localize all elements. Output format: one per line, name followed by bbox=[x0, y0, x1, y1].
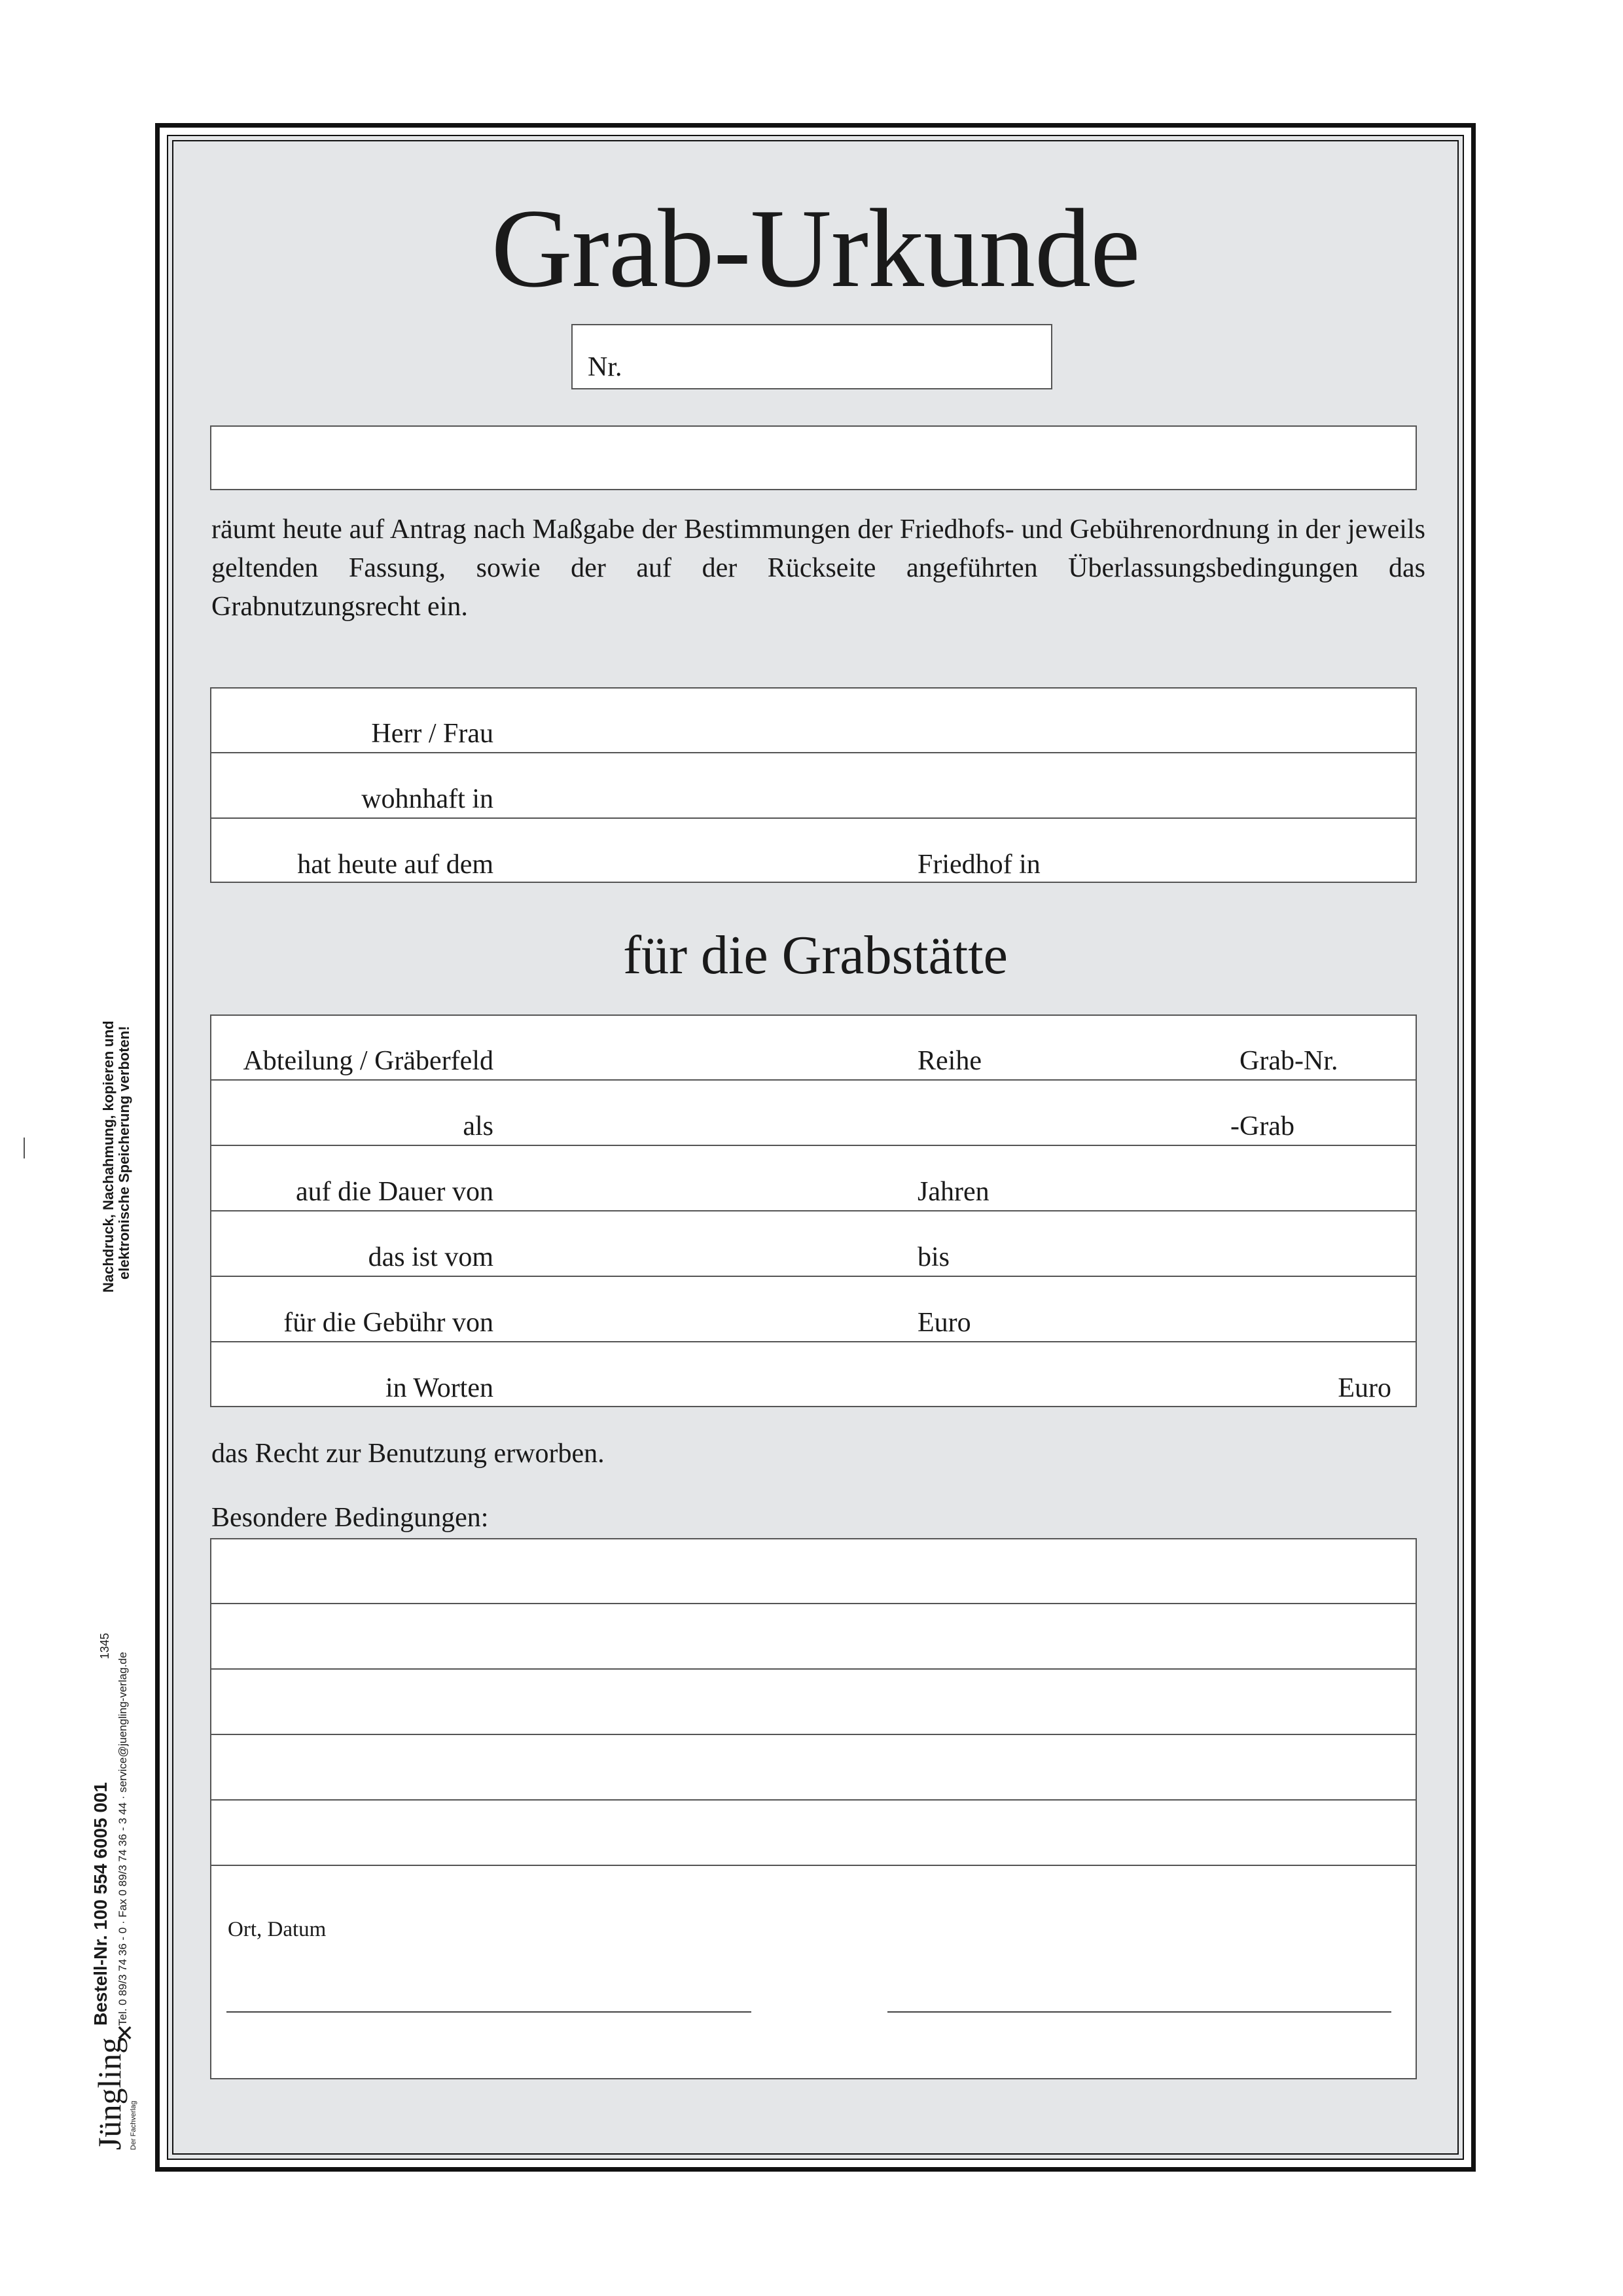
signature-line-place-date[interactable] bbox=[226, 2011, 751, 2013]
label-in-worten: in Worten bbox=[385, 1373, 493, 1403]
label-vom: das ist vom bbox=[368, 1242, 493, 1272]
label-als: als bbox=[463, 1111, 493, 1141]
brand-mark-icon: ✕ bbox=[113, 2023, 138, 2042]
nr-label: Nr. bbox=[588, 352, 622, 382]
brand-tagline: Der Fachverlag bbox=[130, 2100, 137, 2150]
copyright-line1: Nachdruck, Nachahmung, kopieren und bbox=[100, 1020, 116, 1293]
intro-paragraph: räumt heute auf Antrag nach Maßgabe der Bestimmungen der Friedhofs- und Gebührenordnung in der jeweils geltenden Fassung, sowie der auf der Rückseite angeführten Überlassungsbedingungen das Grabnutzungsrecht ein. bbox=[211, 514, 1425, 622]
row-divider bbox=[210, 817, 1417, 819]
row-divider bbox=[210, 1276, 1417, 1277]
copyright-line2: elektronische Speicherung verboten! bbox=[116, 1026, 132, 1280]
conditions-box[interactable] bbox=[210, 1538, 1417, 2079]
label-abteilung: Abteilung / Gräberfeld bbox=[243, 1046, 493, 1076]
signature-line-signature[interactable] bbox=[887, 2011, 1391, 2013]
row-divider bbox=[210, 1668, 1417, 1670]
label-hat-heute: hat heute auf dem bbox=[297, 850, 493, 880]
label-euro-worten: Euro bbox=[1338, 1373, 1391, 1403]
row-divider bbox=[210, 1341, 1417, 1342]
label-euro: Euro bbox=[918, 1308, 971, 1338]
order-number: Bestell-Nr. 100 554 6005 001 bbox=[90, 1782, 111, 2026]
ort-datum-label: Ort, Datum bbox=[228, 1918, 327, 1941]
label-herr-frau: Herr / Frau bbox=[371, 719, 493, 749]
row-divider bbox=[210, 1210, 1417, 1211]
label-dauer: auf die Dauer von bbox=[295, 1177, 493, 1207]
nr-field[interactable] bbox=[571, 324, 1052, 389]
row-divider bbox=[210, 1865, 1417, 1866]
row-divider bbox=[210, 1799, 1417, 1801]
recht-text: das Recht zur Benutzung erworben. bbox=[211, 1439, 605, 1469]
besondere-label: Besondere Bedingungen: bbox=[211, 1503, 489, 1533]
label-jahren: Jahren bbox=[918, 1177, 990, 1207]
issuer-field[interactable] bbox=[210, 425, 1417, 490]
row-divider bbox=[210, 1145, 1417, 1146]
row-divider bbox=[210, 1734, 1417, 1735]
label-grab-nr: Grab-Nr. bbox=[1240, 1046, 1338, 1076]
form-code: 1345 bbox=[98, 1632, 111, 1659]
section-subtitle: für die Grabstätte bbox=[623, 925, 1008, 986]
label-gebuehr: für die Gebühr von bbox=[283, 1308, 493, 1338]
row-divider bbox=[210, 1603, 1417, 1604]
row-divider bbox=[210, 752, 1417, 753]
brand-logo: Jüngling bbox=[91, 2037, 128, 2150]
document-title: Grab-Urkunde bbox=[491, 187, 1140, 311]
label-grab: -Grab bbox=[1230, 1111, 1294, 1141]
row-divider bbox=[210, 1079, 1417, 1081]
label-friedhof: Friedhof in bbox=[918, 850, 1041, 880]
label-wohnhaft: wohnhaft in bbox=[361, 784, 493, 814]
label-bis: bis bbox=[918, 1242, 950, 1272]
margin-tick bbox=[24, 1138, 25, 1158]
contact-info: Tel. 0 89/3 74 36 - 0 · Fax 0 89/3 74 36 - 3 44 · service@juengling-verlag.de bbox=[116, 1651, 129, 2026]
label-reihe: Reihe bbox=[918, 1046, 982, 1076]
